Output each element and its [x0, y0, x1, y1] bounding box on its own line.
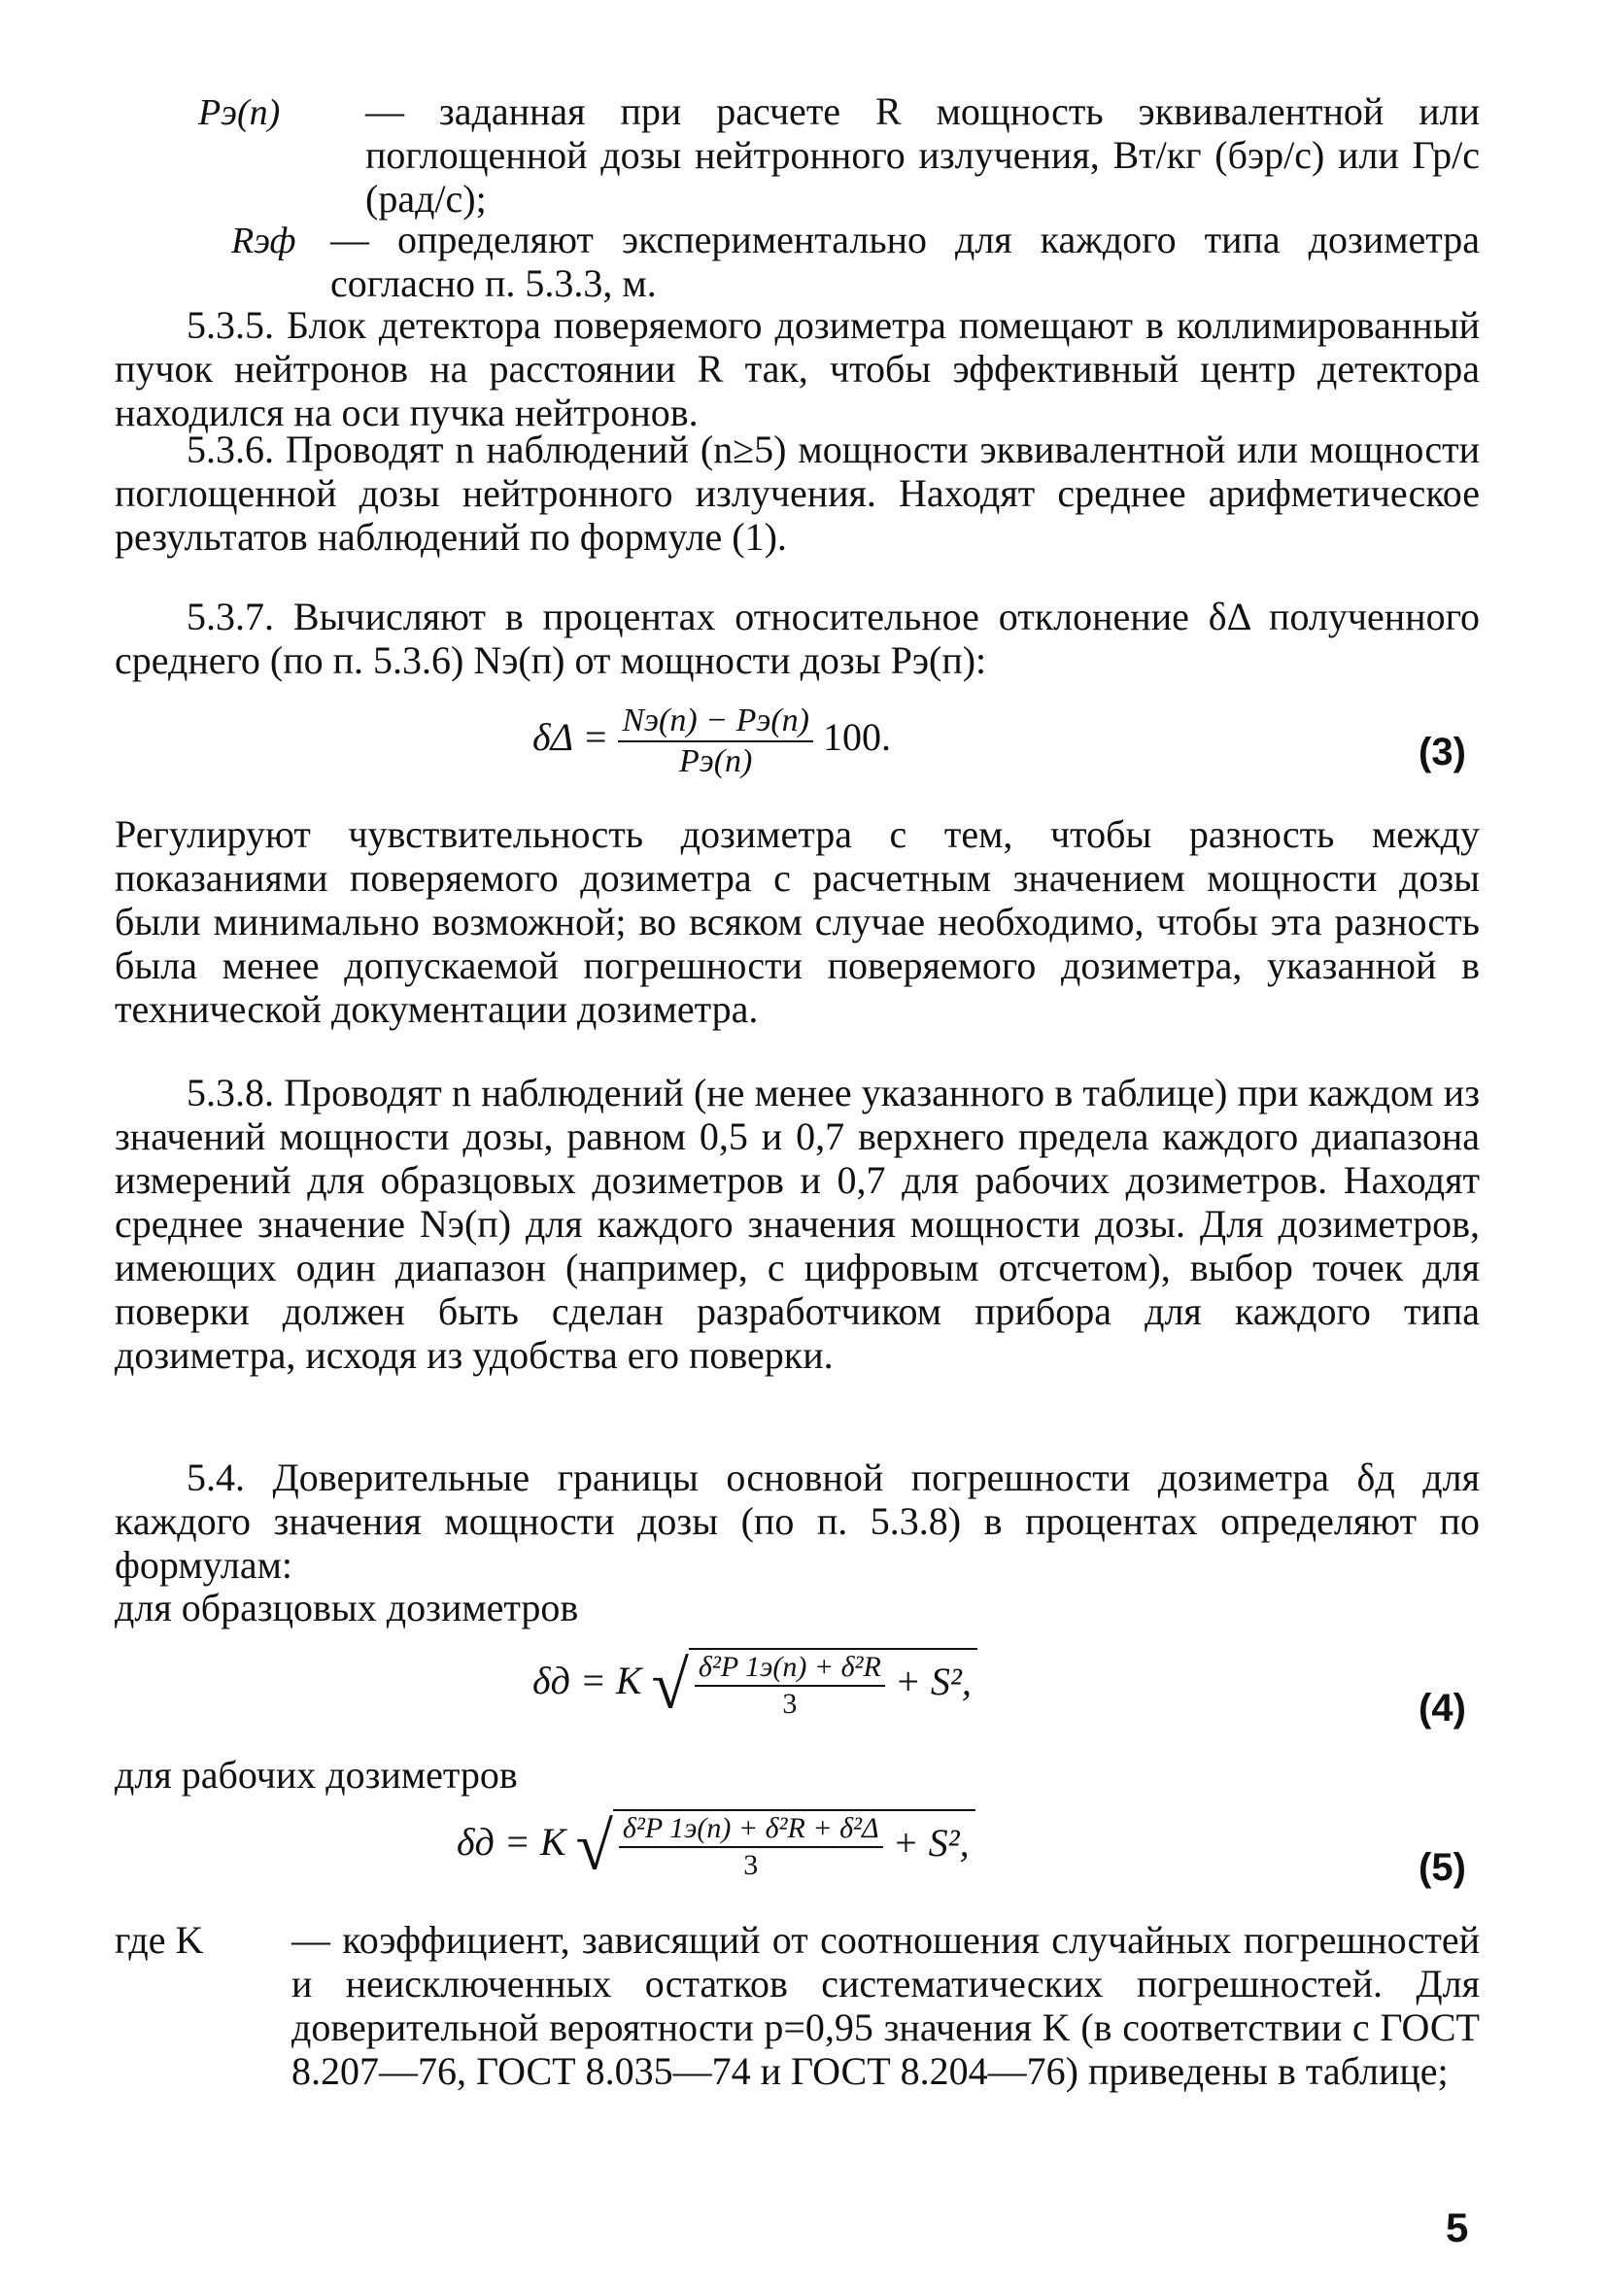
formula-tail: + S², [894, 1660, 972, 1704]
radical-sign-icon: √ [651, 1648, 689, 1724]
definition-body: — заданная при расчете R мощность эквивалентной или поглощенной дозы нейтронного излучения, Вт/кг (бэр/с) или Гр/с (рад/с); [365, 89, 1480, 221]
formula-tail: 100. [823, 715, 892, 760]
formula-numerator: δ²P 1э(п) + δ²R [695, 1650, 885, 1687]
square-root [576, 1809, 975, 1883]
formula-lhs: δд = K [457, 1820, 566, 1865]
radical-sign-icon: √ [575, 1809, 613, 1885]
label-reference-dosimeters: для образцовых дозиметров [115, 1586, 579, 1629]
formula-fraction [695, 1650, 885, 1722]
formula-lhs: δΔ = [532, 715, 609, 760]
formula-denominator: 3 [743, 1849, 759, 1881]
equation-number-4: (4) [1419, 1687, 1466, 1730]
paragraph-5-3-5: 5.3.5. Блок детектора поверяемого дозиметра помещают в коллимированный пучок нейтронов на расстоянии R так, чтобы эффективный центр детектора находился на оси пучка нейтронов. [115, 303, 1480, 434]
equation-number-5: (5) [1419, 1846, 1466, 1889]
formula-fraction [618, 702, 813, 781]
definition-r-eff [115, 218, 1480, 310]
formula-tail: + S², [892, 1821, 970, 1866]
paragraph-5-3-7: 5.3.7. Вычисляют в процентах относительное отклонение δΔ полученного среднего (по п. 5.3.6) Nэ(п) от мощности дозы Pэ(п): [115, 595, 1480, 682]
formula-numerator: Nэ(п) − Pэ(п) [618, 702, 813, 742]
formula-3 [532, 702, 891, 781]
definition-p-equivalent [115, 89, 1480, 225]
paragraph-5-3-8: 5.3.8. Проводят n наблюдений (не менее указанного в таблице) при каждом из значений мощности дозы, равном 0,5 и 0,7 верхнего предела каждого диапазона измерений для образцовых дозиметров и 0,7 для рабочих дозиметров. Находят среднее значение Nэ(п) для каждого значения мощности дозы. Для дозиметров, имеющих один диапазон (например, с цифровым отсчетом), выбор точек для поверки должен быть сделан разработчиком прибора для каждого типа дозиметра, исходя из удобства его поверки. [115, 1071, 1480, 1377]
page-number: 5 [1446, 2205, 1469, 2250]
formula-denominator: Pэ(п) [678, 743, 753, 779]
formula-lhs: δд = K [532, 1659, 642, 1703]
formula-fraction [619, 1811, 883, 1883]
radicand [689, 1648, 977, 1722]
equation-number-3: (3) [1419, 731, 1466, 773]
formula-denominator: 3 [782, 1688, 798, 1720]
label-working-dosimeters: для рабочих дозиметров [115, 1753, 518, 1797]
radicand [613, 1809, 975, 1883]
formula-numerator: δ²P 1э(п) + δ²R + δ²Δ [619, 1811, 883, 1848]
definition-k [115, 1918, 1480, 2142]
formula-5 [457, 1809, 975, 1883]
paragraph-5-3-6: 5.3.6. Проводят n наблюдений (n≥5) мощности эквивалентной или мощности поглощенной дозы нейтронного излучения. Находят среднее арифметическое результатов наблюдений по формуле (1). [115, 428, 1480, 559]
paragraph-5-4: 5.4. Доверительные границы основной погрешности дозиметра δд для каждого значения мощности дозы (по п. 5.3.8) в процентах определяют по формулам: [115, 1456, 1480, 1587]
paragraph-regulate: Регулируют чувствительность дозиметра с тем, чтобы разность между показаниями поверяемого дозиметра с расчетным значением мощности дозы были минимально возможной; во всяком случае необходимо, чтобы эта разность была менее допускаемой погрешности поверяемого дозиметра, указанной в технической документации дозиметра. [115, 812, 1480, 1031]
definition-term: Rэф [231, 221, 296, 261]
definition-body: — коэффициент, зависящий от соотношения случайных погрешностей и неисключенных остатков систематических погрешностей. Для доверительной вероятности p=0,95 значения K (в соответствии с ГОСТ 8.207—76, ГОСТ 8.035—74 и ГОСТ 8.204—76) приведены в таблице; [291, 1918, 1480, 2093]
definition-body: — определяют экспериментально для каждого типа дозиметра согласно п. 5.3.3, м. [330, 218, 1480, 305]
square-root [652, 1648, 977, 1722]
definition-term: Pэ(п) [198, 92, 281, 133]
formula-4 [532, 1648, 977, 1722]
definition-term: где K [115, 1918, 204, 1962]
